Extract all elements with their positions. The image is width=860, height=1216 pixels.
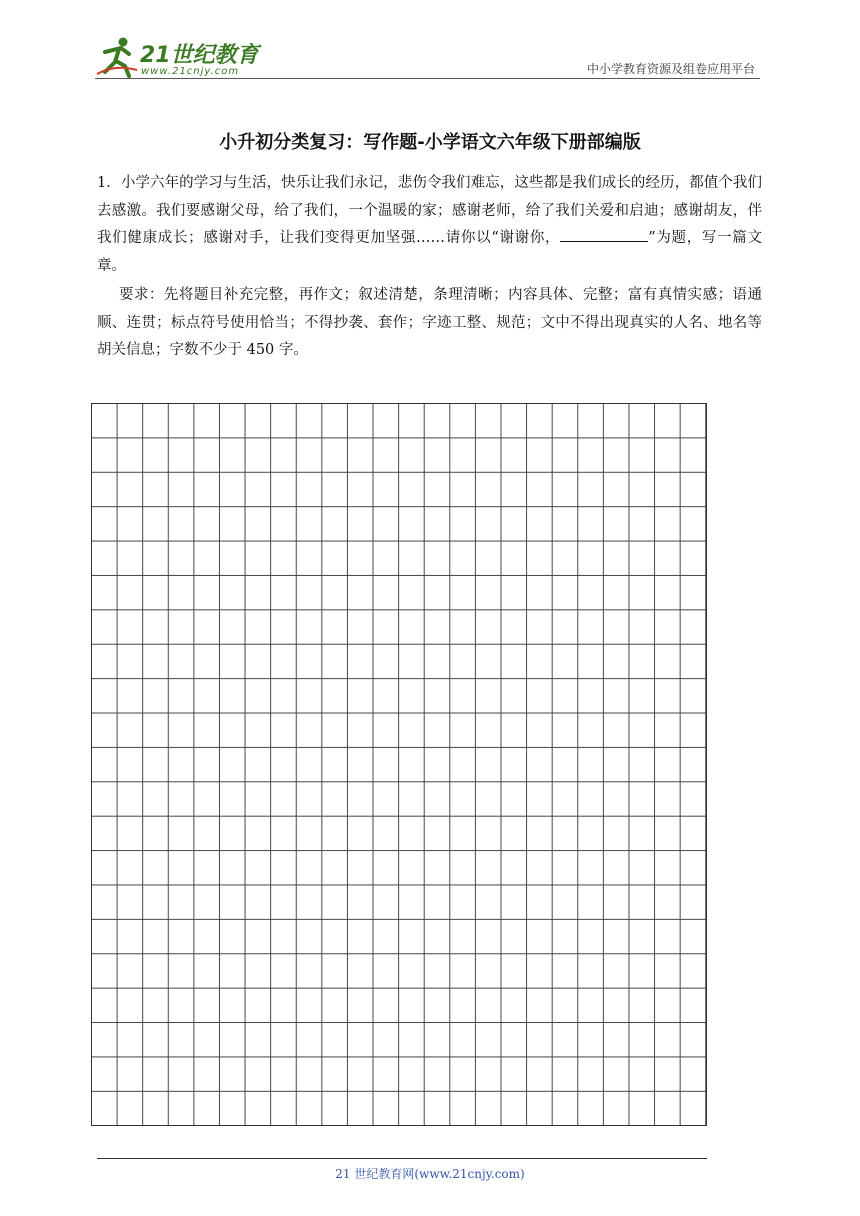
- title-blank[interactable]: [560, 227, 648, 242]
- footer-link[interactable]: 21 世纪教育网(www.21cnjy.com): [335, 1167, 525, 1181]
- question-text-part-a: 1．小学六年的学习与生活，快乐让我们永记，悲伤令我们难忘，这些都是我们成长的经历，都值个我们去感激。我们要感谢父母，给了我们，一个温暖的家；感谢老师，给了我们关爱和启迪；感谢胡友，伴我们健康成长；感谢对手，让我们变得更加坚强……请你以“谢谢你，: [97, 175, 762, 246]
- header-tagline: 中小学教育资源及组卷应用平台: [586, 62, 755, 76]
- question-text-part-b: ”为题，写一篇文章。: [97, 230, 762, 274]
- page-header: [95, 30, 760, 80]
- site-logo[interactable]: [95, 34, 265, 78]
- header-divider: [95, 78, 760, 79]
- question-block: [97, 170, 762, 365]
- requirements-text: 要求：先将题目补充完整，再作文；叙述清楚，条理清晰；内容具体、完整；富有真情实感；语通顺、连贯；标点符号使用恰当；不得抄袭、套作；字迹工整、规范；文中不得出现真实的人名、地名等胡关信息；字数不少于 450 字。: [97, 287, 762, 358]
- runner-logo-icon: [95, 34, 139, 78]
- page-title: 小升初分类复习：写作题-小学语文六年级下册部编版: [219, 132, 641, 153]
- question-text: [97, 170, 762, 280]
- footer-divider: [97, 1158, 707, 1159]
- logo-url: www.21cnjy.com: [141, 66, 240, 77]
- logo-text: 21世纪教育: [140, 43, 259, 68]
- writing-grid[interactable]: [91, 403, 707, 1126]
